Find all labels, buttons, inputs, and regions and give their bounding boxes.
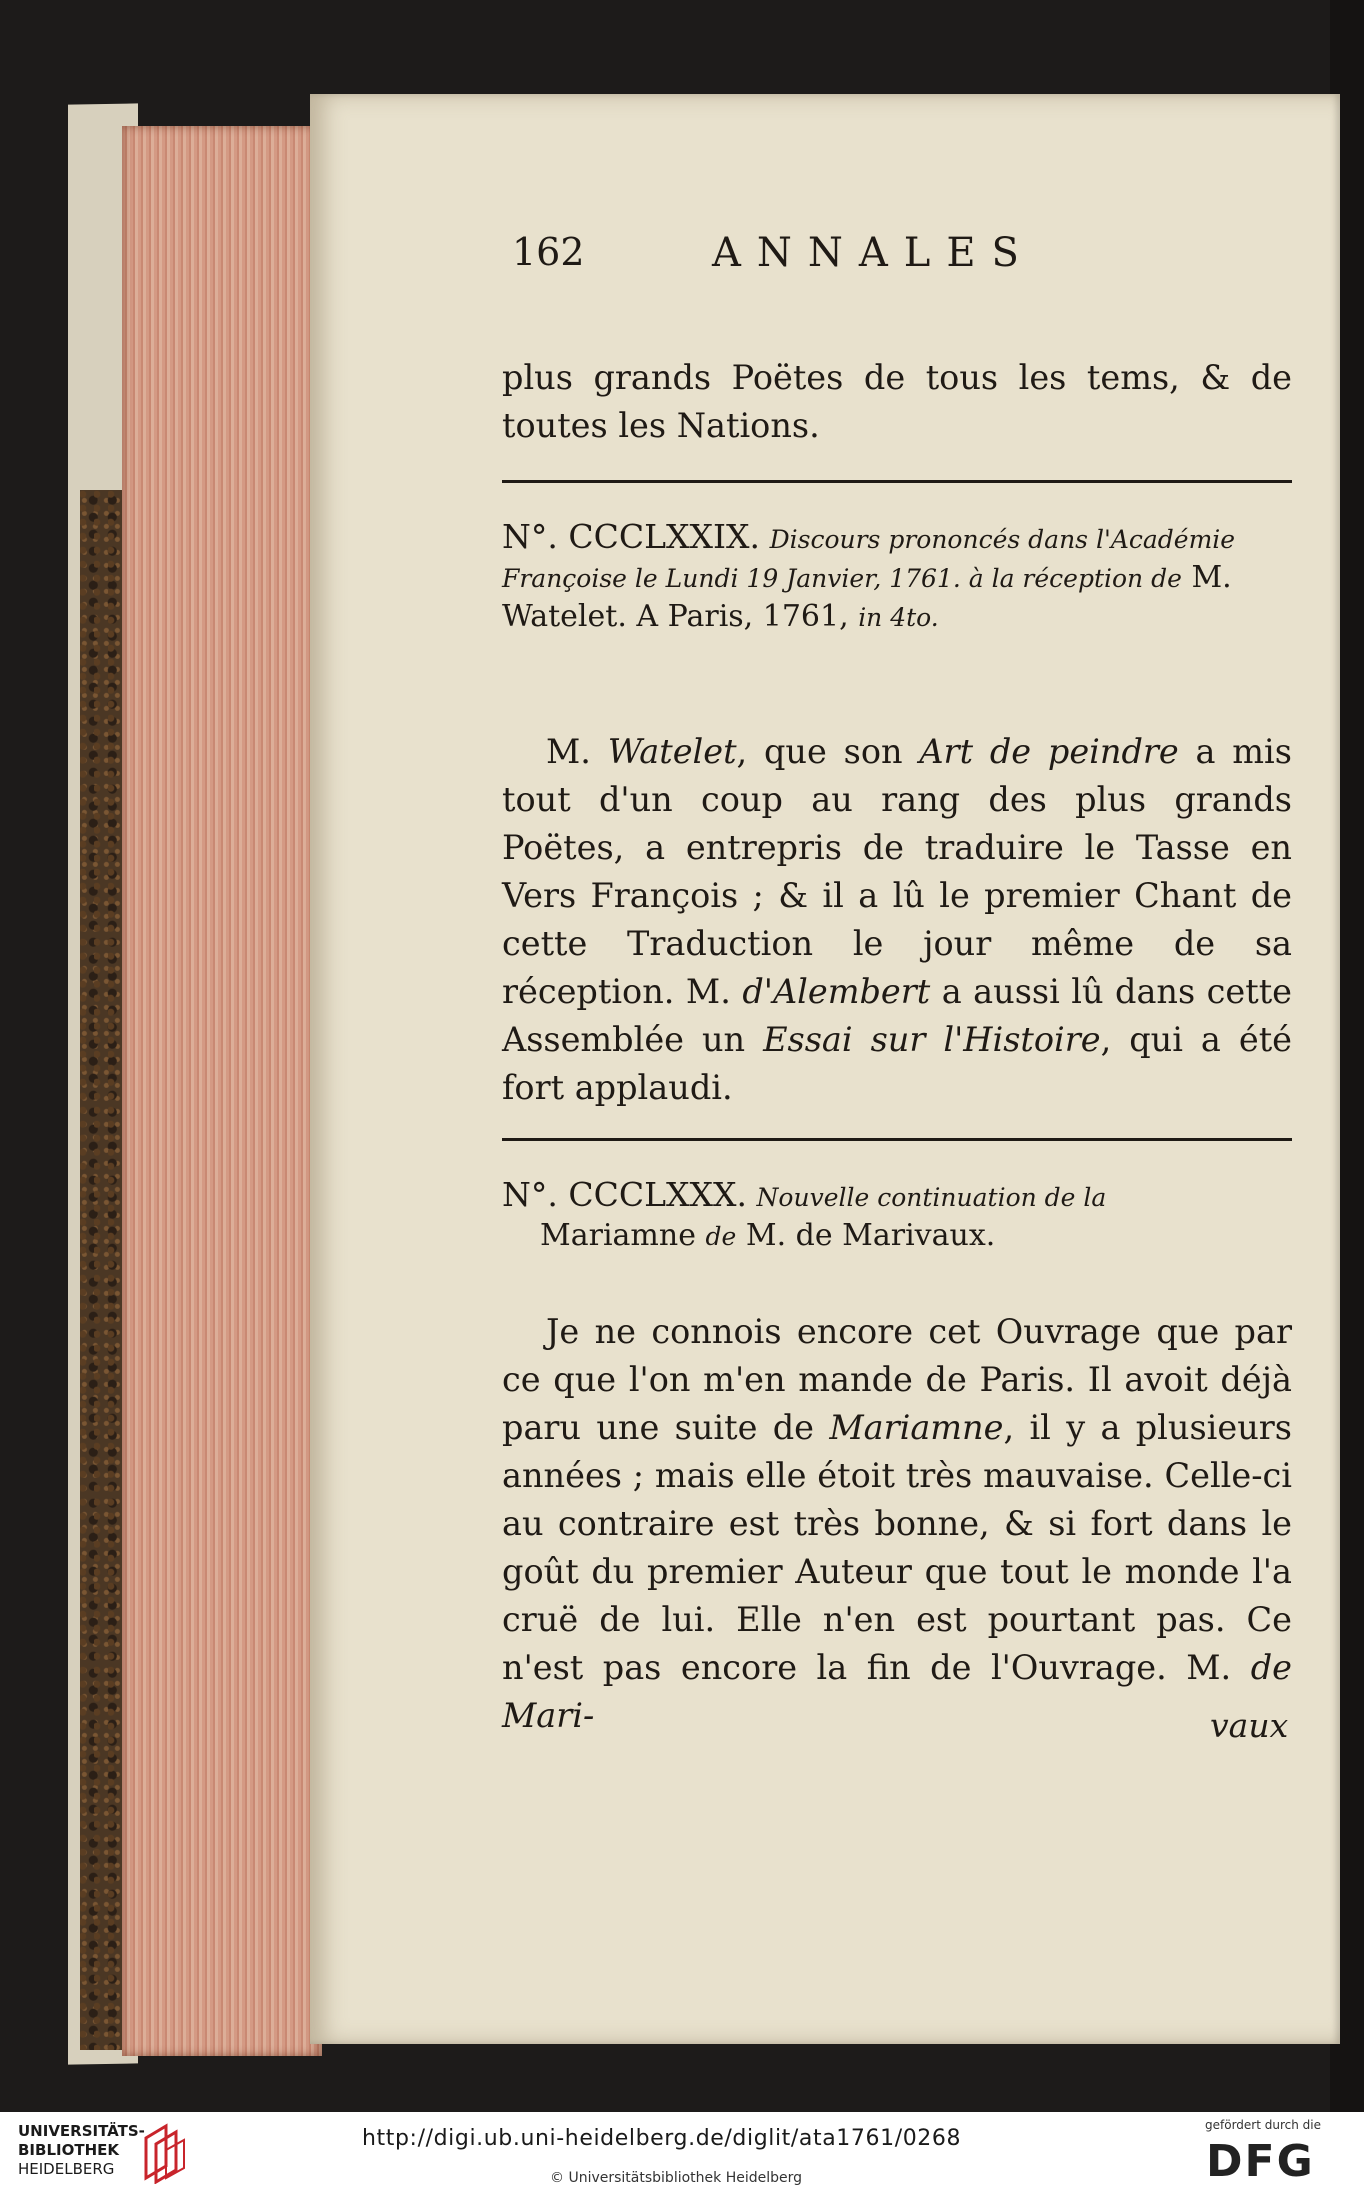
italic-name: d'Alembert bbox=[742, 971, 931, 1011]
italic-name: Watelet bbox=[607, 731, 737, 771]
entry-connector: de bbox=[705, 1222, 737, 1251]
entry-title: Nouvelle continuation de la bbox=[756, 1183, 1107, 1212]
paragraph: plus grands Poëtes de tous les tems, & de toutes les Nations. bbox=[502, 357, 1292, 445]
italic-title: Art de peindre bbox=[919, 731, 1179, 771]
divider-rule bbox=[502, 480, 1292, 483]
viewer-footer bbox=[0, 2112, 1364, 2211]
text-run: Je ne connois encore cet Ouvrage que par ce que l'on m'en mande de Paris. Il avoit déjà paru une suite de bbox=[502, 1311, 1292, 1447]
text-run: , il y a plusieurs années ; mais elle étoit très mauvaise. Celle-ci au contraire est très bonne, & si fort dans le goût du premier Auteur que tout le monde l'a cruë de lui. Elle n'en est pourtant pas. Ce n'est pas encore la fin de l'Ouvrage. M. bbox=[502, 1407, 1292, 1687]
entry-number: N°. CCCLXXIX. bbox=[502, 517, 761, 556]
library-name-line: HEIDELBERG bbox=[18, 2160, 115, 2178]
italic-title: Essai sur l'Histoire bbox=[763, 1019, 1101, 1059]
paragraph bbox=[502, 728, 1292, 1112]
catchword: vaux bbox=[1210, 1706, 1289, 1745]
library-logo-icon bbox=[140, 2120, 188, 2184]
entry-number: N°. CCCLXXX. bbox=[502, 1175, 747, 1214]
italic-name: de Mari- bbox=[502, 1647, 1292, 1735]
funder-caption: gefördert durch die bbox=[1205, 2118, 1321, 2132]
library-logo[interactable] bbox=[18, 2122, 145, 2179]
entry-imprint: A Paris, 1761, bbox=[636, 599, 849, 634]
catalog-entry bbox=[502, 518, 1292, 637]
entry-title: Discours prononcés dans l'Académie Françoise le Lundi 19 Janvier, 1761. à la réception de bbox=[502, 525, 1236, 593]
library-name-line: UNIVERSITÄTS- bbox=[18, 2122, 145, 2140]
running-head: ANNALES bbox=[712, 230, 1035, 276]
permalink[interactable]: http://digi.ub.uni-heidelberg.de/diglit/ata1761/0268 bbox=[362, 2126, 962, 2151]
text-run: , qui a été fort applaudi. bbox=[502, 1019, 1292, 1107]
entry-format: in 4to. bbox=[858, 603, 939, 632]
page-number: 162 bbox=[512, 230, 585, 274]
entry-author: M. Watelet. bbox=[502, 560, 1232, 634]
text-run: a aussi lû dans cette Assemblée un bbox=[502, 971, 1293, 1059]
library-name-line: BIBLIOTHEK bbox=[18, 2141, 119, 2159]
text-run: a mis tout d'un coup au rang des plus grands Poëtes, a entrepris de traduire le Tasse en Vers François ; & il a lû le premier Chant de cette Traduction le jour même de sa réception. M. bbox=[502, 731, 1292, 1011]
catalog-entry bbox=[502, 1176, 1292, 1256]
copyright-notice: © Universitätsbibliothek Heidelberg bbox=[550, 2170, 803, 2186]
paragraph bbox=[502, 1308, 1292, 1740]
entry-work: Mariamne bbox=[540, 1218, 696, 1253]
entry-author: M. de Marivaux. bbox=[745, 1218, 996, 1253]
page-edges bbox=[122, 126, 322, 2056]
text-run: , que son bbox=[736, 731, 920, 771]
book-page bbox=[310, 94, 1340, 2044]
entry-subline bbox=[502, 1217, 1292, 1256]
text-run: M. bbox=[546, 731, 608, 771]
dfg-logo[interactable]: DFG bbox=[1206, 2136, 1315, 2187]
italic-title: Mariamne bbox=[829, 1407, 1004, 1447]
divider-rule bbox=[502, 1138, 1292, 1141]
